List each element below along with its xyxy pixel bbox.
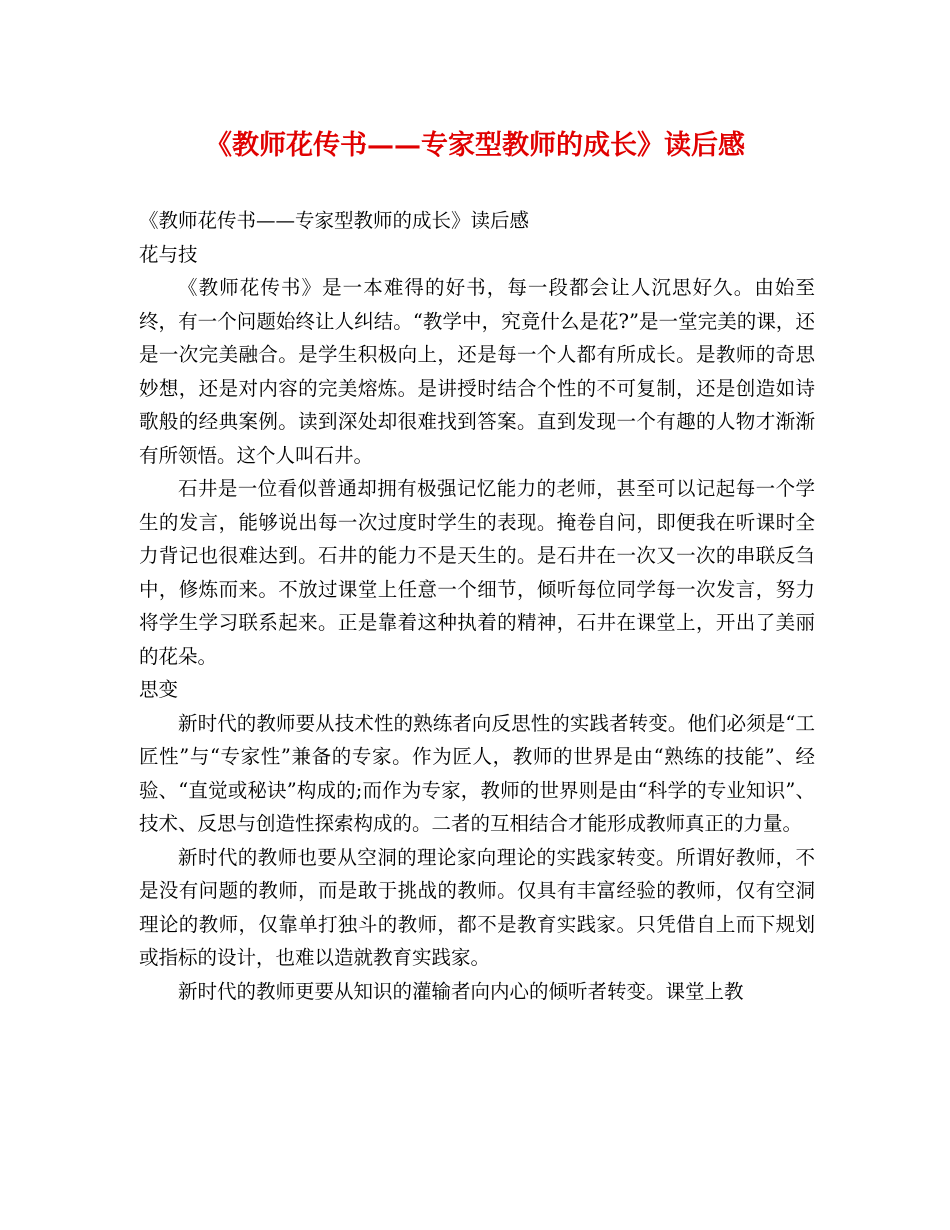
- document-title: 《教师花传书——专家型教师的成长》读后感: [205, 130, 745, 161]
- section-heading-si-bian: 思变: [139, 678, 179, 701]
- paragraph-4: 新时代的教师也要从空洞的理论家向理论的实践家转变。所谓好教师，不是没有问题的教师，而是敢于挑战的教师。仅具有丰富经验的教师，仅有空洞理论的教师，仅靠单打独斗的教师，都不是教育实践家。只凭借自上而下规划或指标的设计，也难以造就教育实践家。: [139, 845, 815, 969]
- document-subtitle: 《教师花传书——专家型教师的成长》读后感: [139, 209, 530, 232]
- section-heading-hua-yu-ji: 花与技: [139, 242, 198, 266]
- paragraph-5: 新时代的教师更要从知识的灌输者向内心的倾听者转变。课堂上教: [178, 979, 744, 1003]
- paragraph-3: 新时代的教师要从技术性的熟练者向反思性的实践者转变。他们必须是“工匠性”与“专家性”兼备的专家。作为匠人，教师的世界是由“熟练的技能”、经验、“直觉或秘诀”构成的;而作为专家，教师的世界则是由“科学的专业知识”、技术、反思与创造性探索构成的。二者的互相结合才能形成教师真正的力量。: [139, 711, 815, 835]
- document-body: [139, 204, 815, 1008]
- paragraph-2: 石井是一位看似普通却拥有极强记忆能力的老师，甚至可以记起每一个学生的发言，能够说出每一次过度时学生的表现。掩卷自问，即便我在听课时全力背记也很难达到。石井的能力不是天生的。是石井在一次又一次的串联反刍中，修炼而来。不放过课堂上任意一个细节，倾听每位同学每一次发言，努力将学生学习联系起来。正是靠着这种执着的精神，石井在课堂上，开出了美丽的花朵。: [139, 477, 815, 668]
- paragraph-1: 《教师花传书》是一本难得的好书，每一段都会让人沉思好久。由始至终，有一个问题始终让人纠结。“教学中，究竟什么是花?”是一堂完美的课，还是一次完美融合。是学生积极向上，还是每一个人都有所成长。是教师的奇思妙想，还是对内容的完美熔炼。是讲授时结合个性的不可复制，还是创造如诗歌般的经典案例。读到深处却很难找到答案。直到发现一个有趣的人物才渐渐有所领悟。这个人叫石井。: [139, 276, 815, 467]
